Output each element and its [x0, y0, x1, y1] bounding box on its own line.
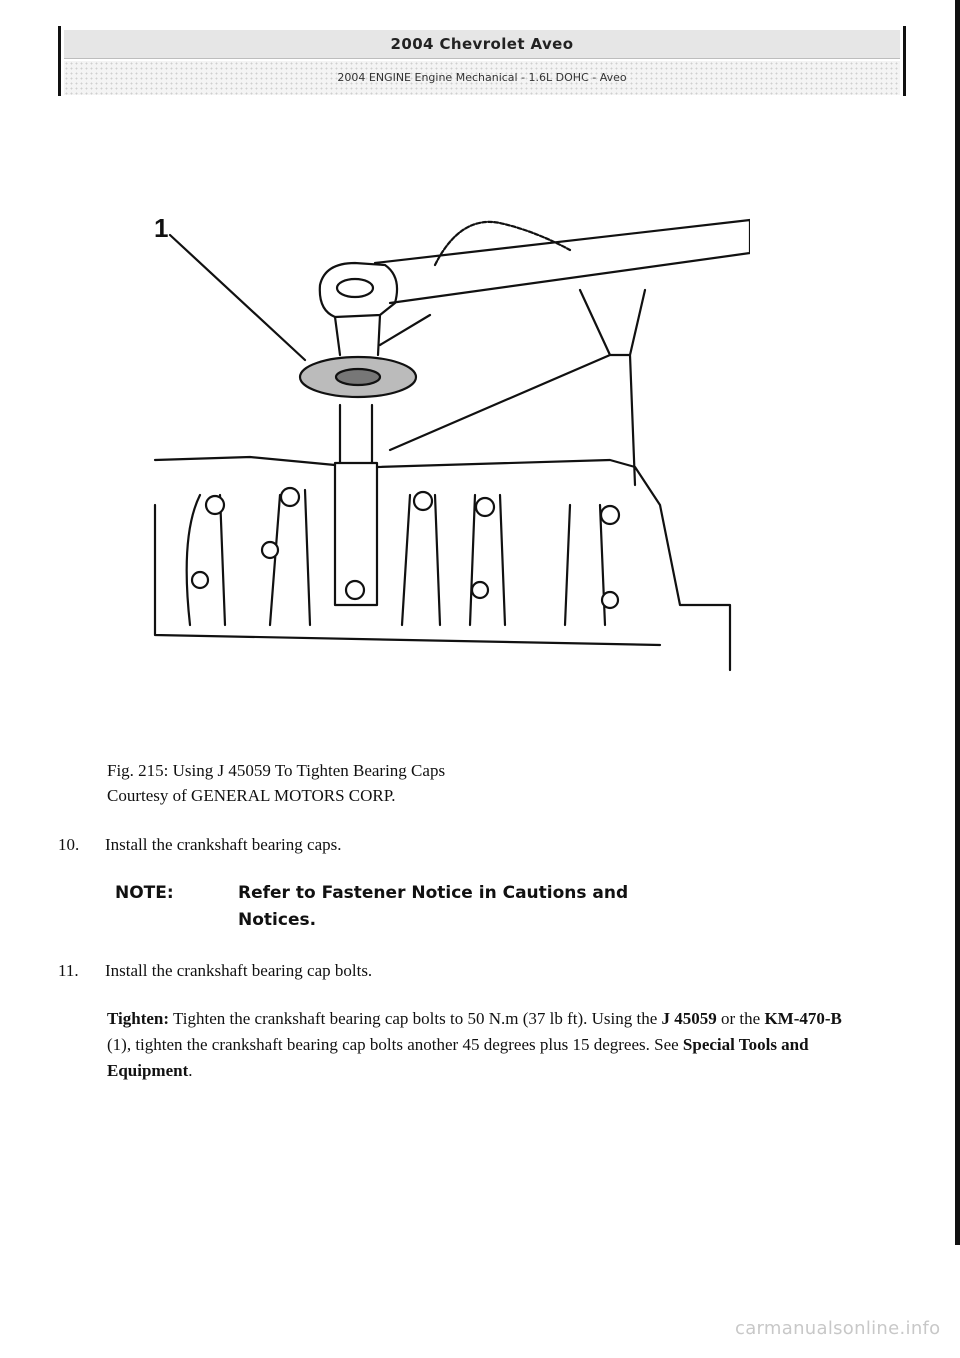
- bearing-cap-illustration: [140, 205, 750, 675]
- vehicle-title: 2004 Chevrolet Aveo: [64, 30, 900, 59]
- site-watermark: carmanualsonline.info: [735, 1318, 941, 1339]
- header-left-rule: [58, 26, 61, 96]
- tighten-text-c: (1), tighten the crankshaft bearing cap bolts another 45 degrees plus 15 degrees. See: [107, 1035, 679, 1054]
- tighten-label: Tighten:: [107, 1009, 170, 1028]
- step-number: 10.: [58, 835, 80, 854]
- engine-block: [155, 457, 730, 670]
- cap-bolts: [192, 488, 619, 608]
- note-text: Refer to Fastener Notice in Cautions and Notices.: [238, 883, 629, 930]
- tool-j45059: J 45059: [661, 1009, 717, 1028]
- step-10: [58, 832, 342, 857]
- tighten-text-b: or the: [721, 1009, 761, 1028]
- caption-courtesy: Courtesy of GENERAL MOTORS CORP.: [107, 786, 396, 805]
- figure-caption: [107, 758, 445, 808]
- reaction-arm: [390, 290, 645, 485]
- angle-meter: [335, 315, 380, 355]
- bearing-caps: [187, 490, 605, 625]
- tool-km470b: KM-470-B: [764, 1009, 842, 1028]
- wrench-head: [320, 263, 397, 317]
- tighten-instructions: [107, 1006, 867, 1084]
- callout-leader: [170, 235, 305, 360]
- page-right-edge: [955, 0, 960, 1245]
- socket-extension: [335, 405, 377, 605]
- step-text: Install the crankshaft bearing cap bolts.: [105, 961, 373, 980]
- step-number: 11.: [58, 961, 79, 980]
- caption-figure-title: Fig. 215: Using J 45059 To Tighten Bearing Caps: [107, 761, 446, 780]
- note-label: NOTE:: [115, 883, 174, 903]
- page-header: [64, 30, 900, 95]
- callout-number: 1: [154, 213, 169, 243]
- special-tools-link[interactable]: Special Tools and Equipment: [107, 1035, 809, 1080]
- step-11: [58, 958, 372, 983]
- step-text: Install the crankshaft bearing caps.: [105, 835, 342, 854]
- tighten-text-d: .: [188, 1061, 193, 1080]
- wrench-handle: [375, 220, 750, 303]
- tighten-text-a: Tighten the crankshaft bearing cap bolts to 50 N.m (37 lb ft). Using the: [173, 1009, 658, 1028]
- header-right-rule: [903, 26, 906, 96]
- section-subtitle: 2004 ENGINE Engine Mechanical - 1.6L DOHC - Aveo: [64, 61, 900, 95]
